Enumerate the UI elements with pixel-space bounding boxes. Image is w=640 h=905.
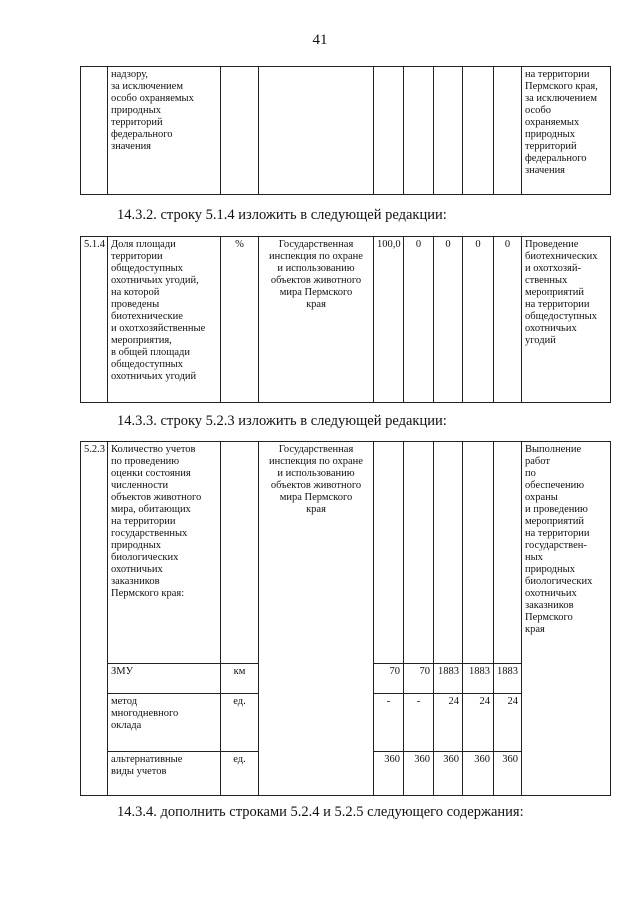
value <box>434 442 463 664</box>
table-continuation <box>80 66 611 195</box>
value: 70 <box>374 664 404 694</box>
cell-num <box>81 67 108 195</box>
amendment-paragraph: 14.3.2. строку 5.1.4 изложить в следующей редакции: <box>117 207 447 223</box>
value: 0 <box>463 237 494 403</box>
unit: % <box>221 237 259 403</box>
expected-result: Проведение биотехнических и охотхозяй- ственных мероприятий на территории общедоступных охотничьих угодий <box>522 237 611 403</box>
value: - <box>404 694 434 752</box>
value: 360 <box>404 752 434 796</box>
cell-unit <box>221 67 259 195</box>
value <box>404 442 434 664</box>
value: - <box>374 694 404 752</box>
value <box>463 442 494 664</box>
cell-value <box>434 67 463 195</box>
sub-row-name: ЗМУ <box>108 664 221 694</box>
amendment-paragraph: 14.3.4. дополнить строками 5.2.4 и 5.2.5 следующего содержания: <box>117 804 524 820</box>
amendment-paragraph: 14.3.3. строку 5.2.3 изложить в следующей редакции: <box>117 413 447 429</box>
executor: Государственная инспекция по охране и использованию объектов животного мира Пермского края <box>259 237 374 403</box>
value: 1883 <box>463 664 494 694</box>
indicator-name: надзору, за исключением особо охраняемых природных территорий федерального значения <box>108 67 221 195</box>
value: 24 <box>463 694 494 752</box>
page-number: 41 <box>312 32 328 48</box>
cell-executor <box>259 67 374 195</box>
expected-result: Выполнение работ по обеспечению охраны и проведению мероприятий на территории государствен- ных природных биологических охотничьих заказников Пермского края <box>522 442 611 796</box>
unit <box>221 442 259 664</box>
sub-row-name: метод многодневного оклада <box>108 694 221 752</box>
table-row-5-2-3 <box>80 441 611 796</box>
table-row-5-1-4 <box>80 236 611 403</box>
value: 0 <box>494 237 522 403</box>
value: 360 <box>494 752 522 796</box>
unit: км <box>221 664 259 694</box>
value: 0 <box>404 237 434 403</box>
row-number: 5.1.4 <box>81 237 108 403</box>
indicator-name: Количество учетов по проведению оценки состояния численности объектов животного мира, обитающих на территории государственных природных биологических охотничьих заказников Пермского края: <box>108 442 221 664</box>
value: 24 <box>434 694 463 752</box>
unit: ед. <box>221 694 259 752</box>
expected-result: на территории Пермского края, за исключением особо охраняемых природных территорий федерального значения <box>522 67 611 195</box>
value <box>374 442 404 664</box>
cell-value <box>463 67 494 195</box>
row-number: 5.2.3 <box>81 442 108 796</box>
value: 0 <box>434 237 463 403</box>
indicator-name: Доля площади территории общедоступных охотничьих угодий, на которой проведены биотехнические и охотхозяйственные мероприятия, в общей площади общедоступных охотничьих угодий <box>108 237 221 403</box>
sub-row-name: альтернативные виды учетов <box>108 752 221 796</box>
value: 360 <box>374 752 404 796</box>
value <box>494 442 522 664</box>
value: 1883 <box>494 664 522 694</box>
unit: ед. <box>221 752 259 796</box>
value: 100,0 <box>374 237 404 403</box>
value: 24 <box>494 694 522 752</box>
value: 1883 <box>434 664 463 694</box>
value: 70 <box>404 664 434 694</box>
value: 360 <box>463 752 494 796</box>
cell-value <box>374 67 404 195</box>
cell-value <box>494 67 522 195</box>
value: 360 <box>434 752 463 796</box>
executor: Государственная инспекция по охране и использованию объектов животного мира Пермского края <box>259 442 374 796</box>
cell-value <box>404 67 434 195</box>
